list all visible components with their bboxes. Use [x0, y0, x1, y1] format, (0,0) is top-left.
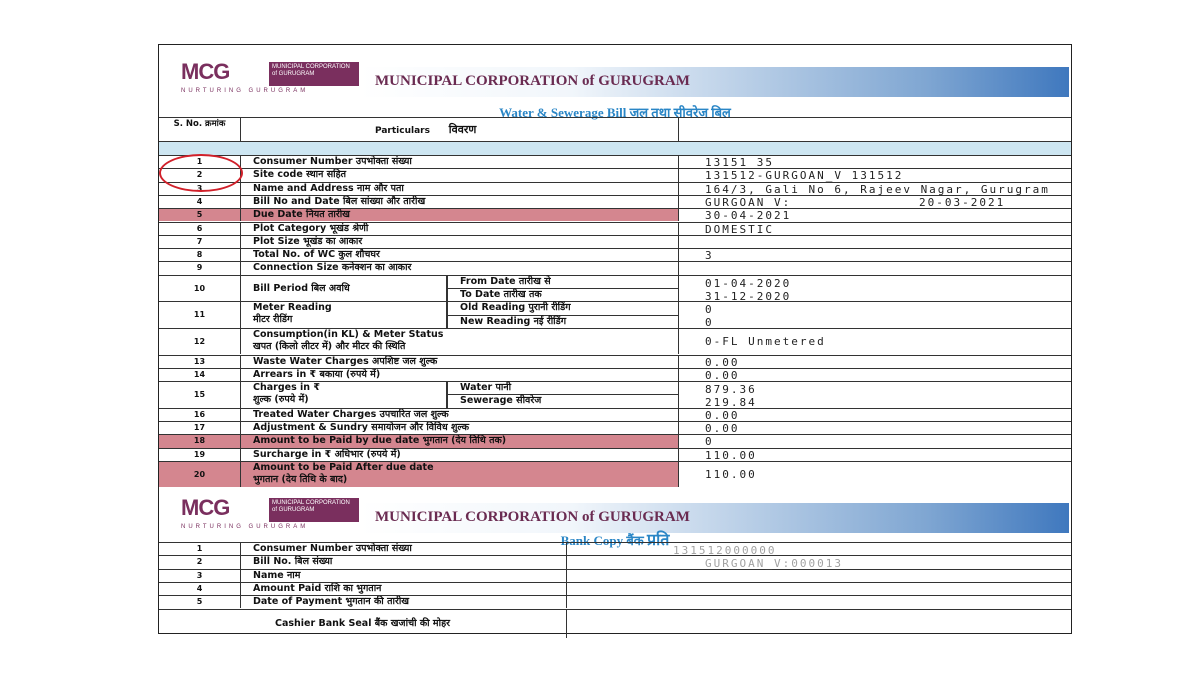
row-label	[241, 209, 679, 221]
bank-subtitle-hi: प्रति	[647, 532, 670, 549]
row-label	[241, 276, 447, 302]
row-sn: 5	[159, 209, 241, 221]
row-label-en: Plot Size भूखंड का आकार	[253, 235, 363, 247]
table-row	[159, 328, 1071, 355]
bank-table-row	[159, 582, 1071, 595]
row-sn: 13	[159, 356, 241, 368]
bank-table-row	[159, 542, 1071, 555]
row-label: Name नाम	[241, 570, 567, 582]
cashier-seal-row	[159, 609, 1071, 638]
top-header	[159, 53, 1071, 97]
bill-subtitle: Water & Sewerage Bill जल तथा सीवरेज बिल	[499, 105, 731, 120]
table-row	[159, 182, 1071, 195]
row-sn: 3	[159, 570, 241, 582]
row-value2: 219.84	[705, 396, 757, 410]
row-label	[241, 249, 679, 261]
bank-bill-value: GURGOAN_V:000013	[705, 557, 843, 570]
row-label-hi: खपत (किलो लीटर में) और मीटर की स्थिति	[253, 340, 406, 352]
row-sn: 20	[159, 462, 241, 488]
row-value: 0.00	[705, 355, 740, 369]
title-band	[359, 67, 1069, 97]
row-value: GURGOAN V:	[705, 195, 792, 209]
table-row	[159, 355, 1071, 368]
col-particulars-hi: विवरण	[448, 123, 477, 136]
logo-tagline: NURTURING GURUGRAM	[181, 524, 309, 530]
table-row	[159, 261, 1071, 274]
mcg-logo-bank	[173, 495, 369, 531]
row-value: 0.00	[705, 408, 740, 422]
row-value: 164/3, Gali No 6, Rajeev Nagar, Gurugram	[705, 182, 1050, 196]
row-label	[241, 236, 679, 248]
table-row	[159, 222, 1071, 235]
blue-divider	[159, 141, 1071, 156]
column-header	[159, 117, 1071, 142]
table-row	[159, 368, 1071, 381]
row-sn: 1	[159, 156, 241, 168]
row-sn: 6	[159, 223, 241, 235]
row-sn: 10	[159, 276, 241, 302]
logo-text: MCG	[181, 59, 230, 84]
row-label	[241, 435, 679, 447]
row-value: 0	[705, 435, 714, 449]
row-label	[241, 356, 679, 368]
row-label-en: Bill Period बिल अवधि	[253, 282, 350, 294]
row-value: 13151 35	[705, 156, 774, 169]
row-label-en: Connection Size कनेक्शन का आकार	[253, 262, 412, 274]
row-sn: 3	[159, 183, 241, 195]
row-sn: 11	[159, 302, 241, 328]
table-row	[159, 434, 1071, 447]
logo-tagline: NURTURING GURUGRAM	[181, 88, 309, 94]
row-value1: 01-04-2020	[705, 276, 792, 290]
bank-table-row	[159, 595, 1071, 608]
row-label-en: Amount to be Paid After due date	[253, 461, 434, 473]
row-label: Bill No. बिल संख्या	[241, 556, 567, 568]
row-label	[241, 196, 679, 208]
row-sn: 1	[159, 543, 241, 555]
row-label-hi: मीटर रीडिंग	[253, 314, 293, 326]
row-value: 0-FL Unmetered	[705, 334, 826, 348]
row-label-en: Total No. of WC कुल शौचघर	[253, 249, 380, 261]
row-label	[241, 183, 679, 195]
row-label	[241, 449, 679, 461]
bank-table-row	[159, 569, 1071, 582]
row-sn: 17	[159, 422, 241, 434]
row-sub2: To Date तारीख तक	[447, 289, 679, 302]
row-sn: 2	[159, 169, 241, 181]
row-label-en: Treated Water Charges उपचारित जल शुल्क	[253, 408, 449, 420]
row-sub2: Sewerage सीवरेज	[447, 395, 679, 408]
row-label-hi: शुल्क (रुपये में)	[253, 394, 309, 406]
row-label	[241, 302, 447, 328]
row-value2: 31-12-2020	[705, 289, 792, 303]
row-label-en: Consumer Number उपभोक्ता संख्या	[253, 156, 412, 167]
row-value: 0.00	[705, 422, 740, 435]
col-particulars-en: Particulars	[375, 126, 430, 136]
row-sn: 2	[159, 556, 241, 568]
table-row	[159, 168, 1071, 181]
row-label-en: Adjustment & Sundry समायोजन और विविध शुल्क	[253, 422, 470, 433]
table-row	[159, 155, 1071, 168]
row-label-en: Site code स्थान सहित	[253, 169, 347, 181]
row-sn: 4	[159, 583, 241, 595]
table-row	[159, 275, 1071, 302]
logo-text: MCG	[181, 495, 230, 520]
bank-subtitle-en: Bank Copy बैंक	[560, 533, 644, 548]
row-label-en: Charges in ₹	[253, 382, 320, 394]
row-label	[241, 262, 679, 274]
row-sub2: New Reading नई रीडिंग	[447, 316, 679, 329]
table-row	[159, 235, 1071, 248]
row-label-en: Name and Address नाम और पता	[253, 182, 404, 194]
row-label	[241, 382, 447, 408]
row-sub1: Water पानी	[447, 382, 679, 395]
row-sn: 19	[159, 449, 241, 461]
row-label-en: Arrears in ₹ बकाया (रुपये में)	[253, 368, 381, 380]
row-label-en: Amount to be Paid by due date भुगतान (देय तिथि तक)	[253, 435, 507, 447]
row-value: 110.00	[705, 448, 757, 462]
row-label	[241, 156, 679, 168]
row-label	[241, 223, 679, 235]
row-label	[241, 369, 679, 381]
table-row	[159, 448, 1071, 461]
row-value1: 0	[705, 303, 714, 317]
bank-consumer-value: 131512000000	[673, 544, 777, 557]
row-label	[241, 329, 679, 355]
row-label: Consumer Number उपभोक्ता संख्या	[241, 543, 567, 555]
logo-box: MUNICIPAL CORPORATION of GURUGRAM	[269, 498, 359, 522]
col-particulars	[241, 118, 679, 142]
cashier-seal-label: Cashier Bank Seal बैंक खजांची की मोहर	[159, 610, 567, 638]
row-sn: 16	[159, 409, 241, 421]
table-row	[159, 301, 1071, 328]
row-label-en: Consumption(in KL) & Meter Status	[253, 328, 444, 340]
table-row	[159, 381, 1071, 408]
col-sn: S. No. क्रमांक	[159, 118, 241, 142]
org-title: MUNICIPAL CORPORATION of GURUGRAM	[375, 73, 690, 89]
mcg-logo	[173, 59, 369, 95]
row-value2: 0	[705, 316, 714, 330]
row-label	[241, 422, 679, 434]
row-value: 0.00	[705, 368, 740, 382]
row-label-en: Surcharge in ₹ अधिभार (रुपये में)	[253, 448, 401, 460]
row-label-en: Plot Category भूखंड श्रेणी	[253, 222, 369, 234]
row-sub1: Old Reading पुरानी रीडिंग	[447, 302, 679, 315]
row-value: DOMESTIC	[705, 222, 774, 236]
row-value: 3	[705, 249, 714, 263]
row-label-en: Due Date नियत तारीख	[253, 209, 350, 221]
row-value1: 879.36	[705, 383, 757, 397]
table-row	[159, 408, 1071, 421]
row-sn: 7	[159, 236, 241, 248]
row-value-date: 20-03-2021	[919, 195, 1006, 209]
row-sn: 18	[159, 435, 241, 447]
table-row	[159, 248, 1071, 261]
table-row	[159, 195, 1071, 208]
logo-box: MUNICIPAL CORPORATION of GURUGRAM	[269, 62, 359, 86]
row-sn: 15	[159, 382, 241, 408]
highlight-circle	[159, 154, 243, 192]
row-label	[241, 169, 679, 181]
row-value: 110.00	[705, 467, 757, 481]
row-sn: 12	[159, 329, 241, 355]
row-label: Amount Paid राशि का भुगतान	[241, 583, 567, 595]
row-label-en: Waste Water Charges अपशिष्ट जल शुल्क	[253, 355, 438, 367]
row-label-en: Bill No and Date बिल सांख्या और तारीख	[253, 195, 426, 207]
table-row	[159, 421, 1071, 434]
row-sn: 5	[159, 596, 241, 608]
row-label-hi: भुगतान (देय तिथि के बाद)	[253, 473, 348, 485]
row-sn: 9	[159, 262, 241, 274]
table-row	[159, 208, 1071, 221]
bill-page	[158, 44, 1072, 634]
org-title-bank: MUNICIPAL CORPORATION of GURUGRAM	[375, 509, 690, 525]
row-value: 131512-GURGOAN_V 131512	[705, 169, 904, 183]
row-sn: 14	[159, 369, 241, 381]
bank-header	[159, 489, 1071, 533]
row-sn: 4	[159, 196, 241, 208]
row-label	[241, 409, 679, 421]
row-label	[241, 462, 679, 488]
row-label-en: Meter Reading	[253, 302, 332, 314]
row-value: 30-04-2021	[705, 209, 792, 223]
row-sn: 8	[159, 249, 241, 261]
row-sub1: From Date तारीख से	[447, 276, 679, 289]
bank-table-row	[159, 555, 1071, 568]
table-row	[159, 461, 1071, 488]
row-label: Date of Payment भुगतान की तारीख	[241, 596, 567, 608]
